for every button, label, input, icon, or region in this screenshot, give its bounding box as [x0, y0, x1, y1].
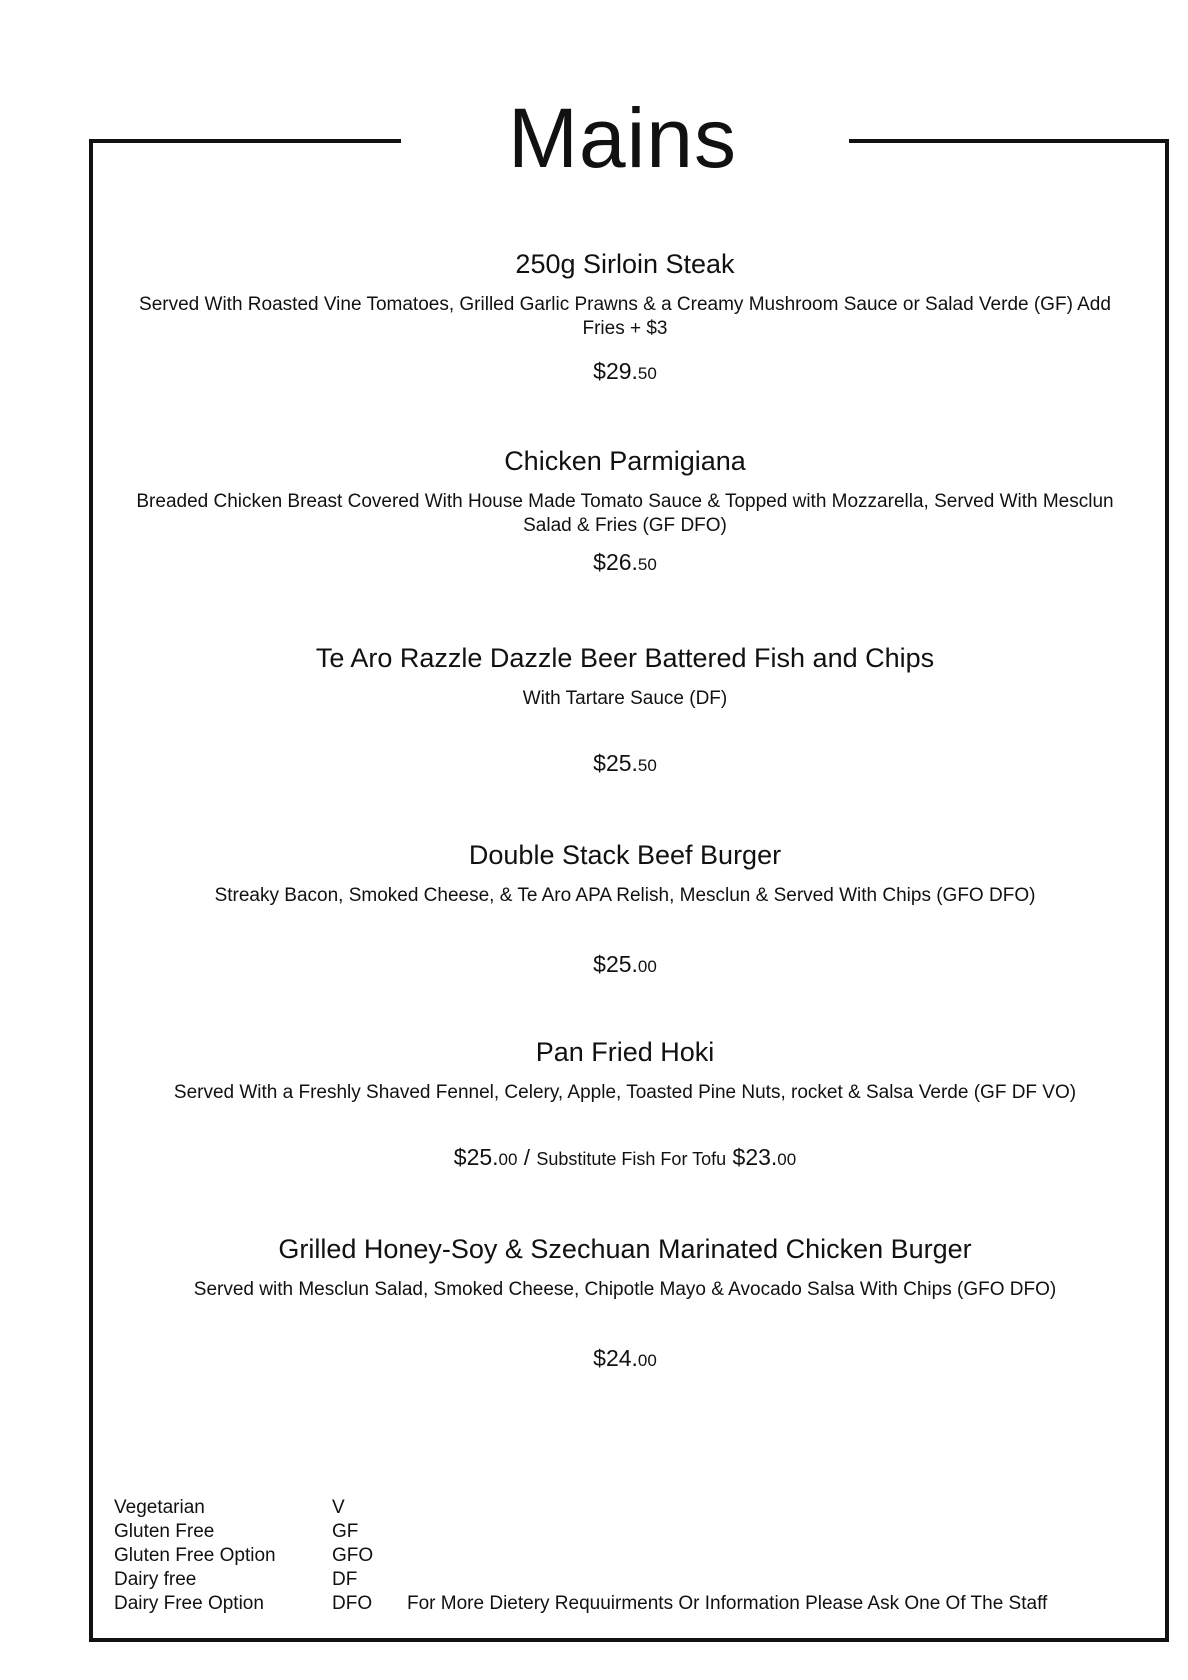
legend-label: Gluten Free Option — [114, 1545, 276, 1566]
frame-bottom-line — [89, 1638, 1169, 1642]
frame-left-line — [89, 139, 93, 1642]
item-description: Served with Mesclun Salad, Smoked Cheese, Chipotle Mayo & Avocado Salsa With Chips (GFO DFO) — [193, 1279, 1057, 1300]
item-description: With Tartare Sauce (DF) — [522, 688, 728, 709]
item-name: Te Aro Razzle Dazzle Beer Battered Fish and Chips — [315, 643, 935, 673]
menu-item-pan-fried-hoki — [130, 1035, 1120, 1174]
legend-code: GF — [332, 1521, 359, 1542]
legend-label: Dairy free — [114, 1569, 197, 1590]
item-description: Streaky Bacon, Smoked Cheese, & Te Aro APA Relish, Mesclun & Served With Chips (GFO DFO) — [214, 885, 1036, 906]
price-dollars: $24. — [593, 1345, 638, 1371]
item-name: 250g Sirloin Steak — [515, 249, 735, 279]
menu-item-sirloin-steak — [130, 247, 1120, 388]
dietary-note: For More Dietery Requuirments Or Information Please Ask One Of The Staff — [407, 1593, 1048, 1614]
item-description: Served With Roasted Vine Tomatoes, Grilled Garlic Prawns & a Creamy Mushroom Sauce or Salad Verde (GF) Add Fries + $3 — [139, 294, 1111, 339]
item-price — [130, 548, 1120, 579]
alt-price-cents: 00 — [777, 1150, 797, 1169]
item-price — [130, 357, 1120, 388]
price-dollars: $26. — [593, 549, 638, 575]
legend-row — [114, 1544, 407, 1568]
price-cents: 00 — [498, 1150, 518, 1169]
price-cents: 50 — [637, 756, 657, 775]
menu-item-beef-burger — [130, 838, 1120, 981]
price-dollars: $25. — [453, 1144, 499, 1170]
legend-row — [114, 1496, 407, 1520]
price-dollars: $25. — [593, 951, 638, 977]
item-name: Chicken Parmigiana — [504, 446, 746, 476]
dietary-legend — [114, 1496, 407, 1616]
price-separator: / — [523, 1145, 530, 1170]
alt-price-dollars: $23. — [732, 1144, 778, 1170]
legend-code: V — [332, 1497, 345, 1518]
item-price — [130, 1143, 1120, 1174]
item-description: Served With a Freshly Shaved Fennel, Celery, Apple, Toasted Pine Nuts, rocket & Salsa Verde (GF DF VO) — [173, 1082, 1077, 1103]
price-cents: 00 — [637, 957, 657, 976]
item-price — [130, 950, 1120, 981]
legend-row — [114, 1568, 407, 1592]
menu-title: Mains — [507, 91, 738, 185]
legend-code: DF — [332, 1569, 358, 1590]
price-cents: 50 — [637, 364, 657, 383]
legend-label: Dairy Free Option — [114, 1593, 264, 1614]
item-price — [130, 749, 1120, 780]
price-dollars: $25. — [593, 750, 638, 776]
legend-label: Gluten Free — [114, 1521, 215, 1542]
item-name: Pan Fried Hoki — [535, 1037, 715, 1067]
legend-row — [114, 1520, 407, 1544]
price-cents: 50 — [637, 555, 657, 574]
menu-item-chicken-burger — [130, 1232, 1120, 1375]
item-price — [130, 1344, 1120, 1375]
legend-code: GFO — [332, 1545, 374, 1566]
price-cents: 00 — [637, 1351, 657, 1370]
item-name: Grilled Honey-Soy & Szechuan Marinated Chicken Burger — [278, 1234, 972, 1264]
legend-label: Vegetarian — [114, 1497, 205, 1518]
item-description: Breaded Chicken Breast Covered With House Made Tomato Sauce & Topped with Mozzarella, Served With Mesclun Salad & Fries (GF DFO) — [136, 491, 1114, 536]
menu-item-fish-and-chips — [130, 641, 1120, 780]
menu-item-chicken-parmigiana — [130, 444, 1120, 579]
price-dollars: $29. — [593, 358, 638, 384]
legend-row — [114, 1592, 407, 1616]
item-name: Double Stack Beef Burger — [468, 840, 782, 870]
legend-code: DFO — [332, 1593, 373, 1614]
frame-right-line — [1165, 139, 1169, 1642]
substitute-label: Substitute Fish For Tofu — [536, 1149, 727, 1169]
